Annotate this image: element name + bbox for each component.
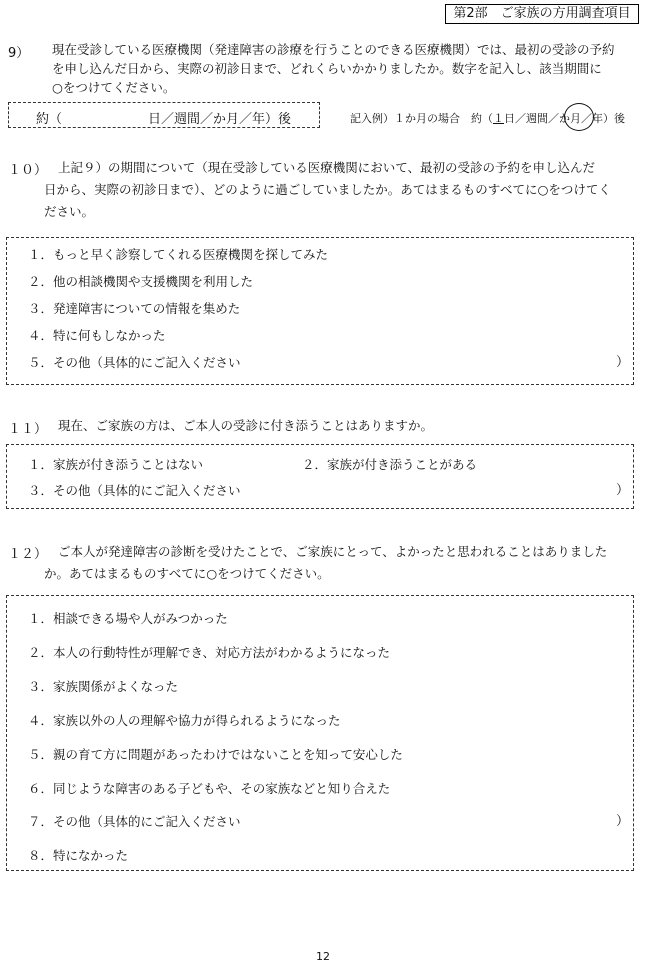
- q10-option-1[interactable]: １．もっと早く診察してくれる医療機関を探してみた: [28, 247, 329, 262]
- page-number: 12: [316, 950, 330, 963]
- q11-text: 現在、ご家族の方は、ご本人の受診に付き添うことはありますか。: [58, 418, 434, 433]
- q9-example-label: 記入例）１か月の場合 約（: [350, 112, 493, 125]
- q9-text: [52, 40, 615, 97]
- q12-close-paren: ）: [616, 814, 630, 829]
- q11-close-paren: ）: [616, 483, 630, 498]
- q12-line-1: ご本人が発達障害の診断を受けたことで、ご家族にとって、よかったと思われることはありました: [58, 544, 608, 559]
- q9-example-month-text: か月: [559, 112, 581, 125]
- q9-example-unit-rest: ／年）後: [581, 112, 625, 125]
- q9-example-number: １: [493, 112, 504, 125]
- q10-option-5[interactable]: ５．その他（具体的にご記入ください: [28, 355, 241, 370]
- q12-text: [44, 541, 607, 585]
- q10-option-3[interactable]: ３．発達障害についての情報を集めた: [28, 301, 241, 316]
- q12-line-2: か。あてはまるものすべてに○をつけてください。: [44, 566, 330, 581]
- q10-line-3: ださい。: [44, 204, 95, 219]
- q11-option-2[interactable]: ２．家族が付き添うことがある: [302, 457, 478, 472]
- q12-number: １２）: [8, 547, 48, 562]
- q12-option-6[interactable]: ６．同じような障害のある子どもや、その家族などと知り合えた: [28, 781, 391, 796]
- q12-option-2[interactable]: ２．本人の行動特性が理解でき、対応方法がわかるようになった: [28, 645, 391, 660]
- q12-option-7[interactable]: ７．その他（具体的にご記入ください: [28, 814, 241, 829]
- q9-example-unit-day: 日／週間／: [504, 112, 559, 125]
- q12-option-5[interactable]: ５．親の育て方に問題があったわけではないことを知って安心した: [28, 747, 403, 762]
- example-circle-mark: [564, 103, 594, 131]
- q12-option-4[interactable]: ４．家族以外の人の理解や協力が得られるようになった: [28, 713, 341, 728]
- q9-line-1: 現在受診している医療機関（発達障害の診療を行うことのできる医療機関）では、最初の受診の予約: [52, 42, 615, 57]
- q10-number: １０）: [8, 163, 48, 178]
- q9-line-2: を申し込んだ日から、実際の初診日まで、どれくらいかかりましたか。数字を記入し、該当期間に: [52, 61, 602, 76]
- q10-line-1: 上記９）の期間について（現在受診している医療機関において、最初の受診の予約を申し込んだ: [58, 160, 596, 175]
- q11-option-3[interactable]: ３．その他（具体的にご記入ください: [28, 483, 241, 498]
- q10-close-paren: ）: [616, 355, 630, 370]
- q11-option-1[interactable]: １．家族が付き添うことはない: [28, 457, 204, 472]
- q9-line-3: ○をつけてください。: [52, 80, 176, 95]
- q10-text: [44, 157, 611, 223]
- q10-option-2[interactable]: ２．他の相談機関や支援機関を利用した: [28, 274, 254, 289]
- q10-line-2: 日から、実際の初診日まで）、どのように過ごしていましたか。あてはまるものすべてに○をつけてく: [44, 182, 611, 197]
- section-header: 第2部 ご家族の方用調査項目: [445, 4, 639, 24]
- q11-number: １１）: [8, 422, 48, 437]
- q12-option-3[interactable]: ３．家族関係がよくなった: [28, 679, 179, 694]
- q9-answer-units: 日／週間／か月／年）後: [148, 112, 292, 127]
- q10-option-4[interactable]: ４．特に何もしなかった: [28, 328, 166, 343]
- q12-option-8[interactable]: ８．特になかった: [28, 848, 129, 863]
- q12-option-1[interactable]: １．相談できる場や人がみつかった: [28, 611, 228, 626]
- q9-number: 9）: [8, 46, 30, 61]
- q11-options-box: [6, 444, 634, 509]
- q9-answer-prefix: 約（: [36, 112, 63, 127]
